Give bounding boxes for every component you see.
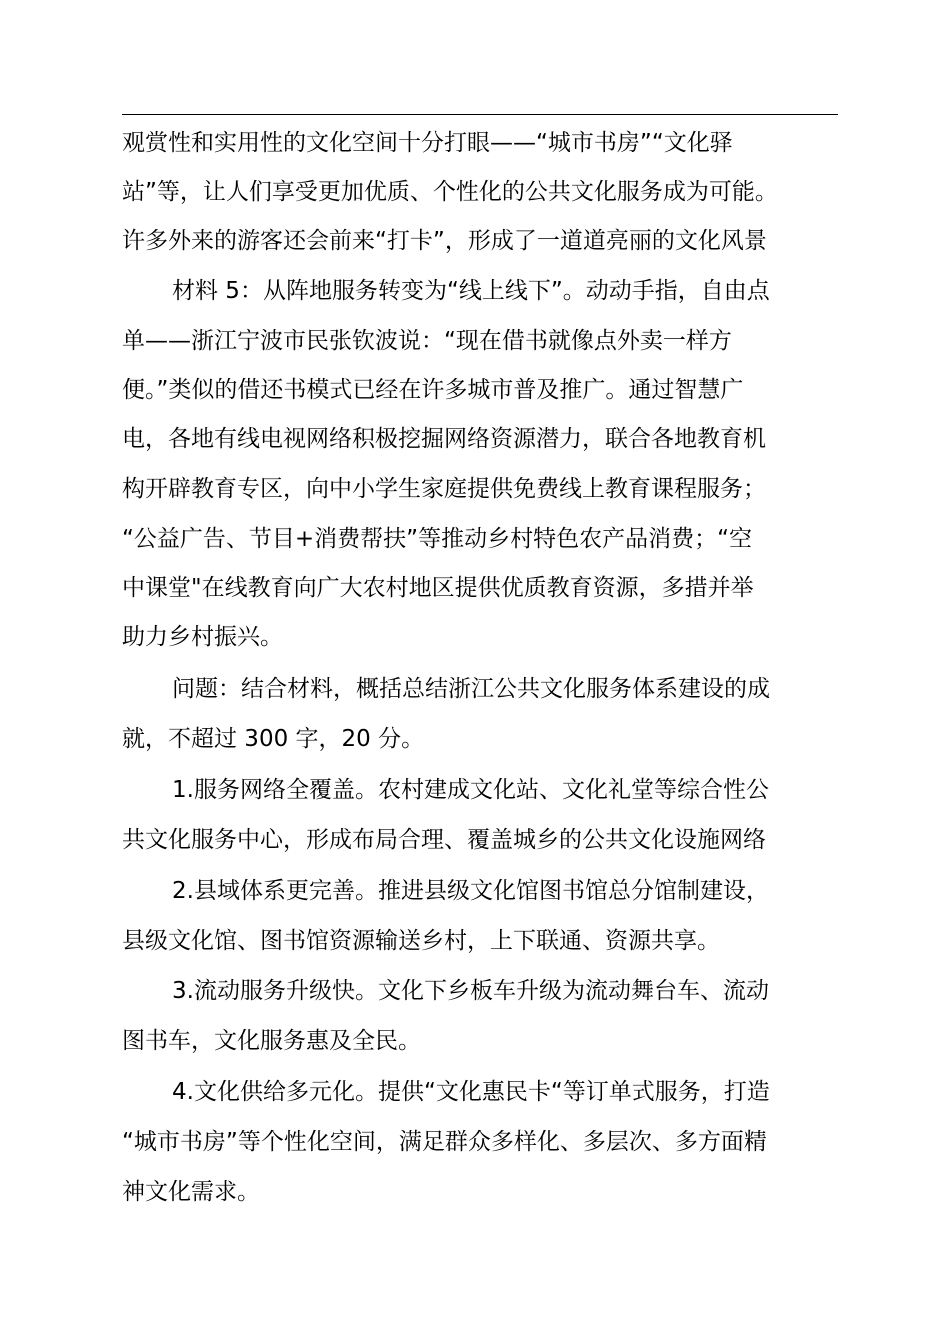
- text-line: 许多外来的游客还会前来“打卡”，形成了一道道亮丽的文化风景: [122, 228, 767, 254]
- text-line: 观赏性和实用性的文化空间十分打眼——“城市书房”“文化驿: [122, 130, 733, 156]
- answer-point-4: 4.文化供给多元化。提供“文化惠民卡“等订单式服务，打造: [172, 1079, 770, 1105]
- answer-line: “城市书房”等个性化空间，满足群众多样化、多层次、多方面精: [122, 1129, 767, 1155]
- text-line: 构开辟教育专区，向中小学生家庭提供免费线上教育课程服务；: [122, 476, 766, 502]
- answer-point-3: 3.流动服务升级快。文化下乡板车升级为流动舞台车、流动: [172, 978, 769, 1004]
- answer-point-1: 1.服务网络全覆盖。农村建成文化站、文化礼堂等综合性公: [172, 777, 769, 803]
- header-rule: [122, 114, 838, 115]
- answer-line: 图书车，文化服务惠及全民。: [122, 1028, 421, 1054]
- text-line: 站”等，让人们享受更加优质、个性化的公共文化服务成为可能。: [122, 179, 778, 205]
- text-line: 便。”类似的借还书模式已经在许多城市普及推广。通过智慧广: [122, 377, 744, 403]
- answer-point-2: 2.县域体系更完善。推进县级文化馆图书馆总分馆制建设，: [172, 878, 769, 904]
- question-line: 就，不超过 300 字，20 分。: [122, 726, 425, 752]
- text-line: “公益广告、节目+消费帮扶”等推动乡村特色农产品消费；“空: [122, 526, 753, 552]
- question-line: 问题：结合材料，概括总结浙江公共文化服务体系建设的成: [172, 676, 770, 702]
- text-line: 中课堂"在线教育向广大农村地区提供优质教育资源，多措并举: [122, 575, 754, 601]
- text-line: 助力乡村振兴。: [122, 624, 283, 650]
- text-line: 材料 5：从阵地服务转变为“线上线下”。动动手指，自由点: [172, 278, 770, 304]
- answer-line: 县级文化馆、图书馆资源输送乡村，上下联通、资源共享。: [122, 928, 720, 954]
- answer-line: 神文化需求。: [122, 1179, 260, 1205]
- text-line: 电，各地有线电视网络积极挖掘网络资源潜力，联合各地教育机: [122, 426, 766, 452]
- text-line: 单——浙江宁波市民张钦波说：“现在借书就像点外卖一样方: [122, 328, 732, 354]
- answer-line: 共文化服务中心，形成布局合理、覆盖城乡的公共文化设施网络: [122, 827, 766, 853]
